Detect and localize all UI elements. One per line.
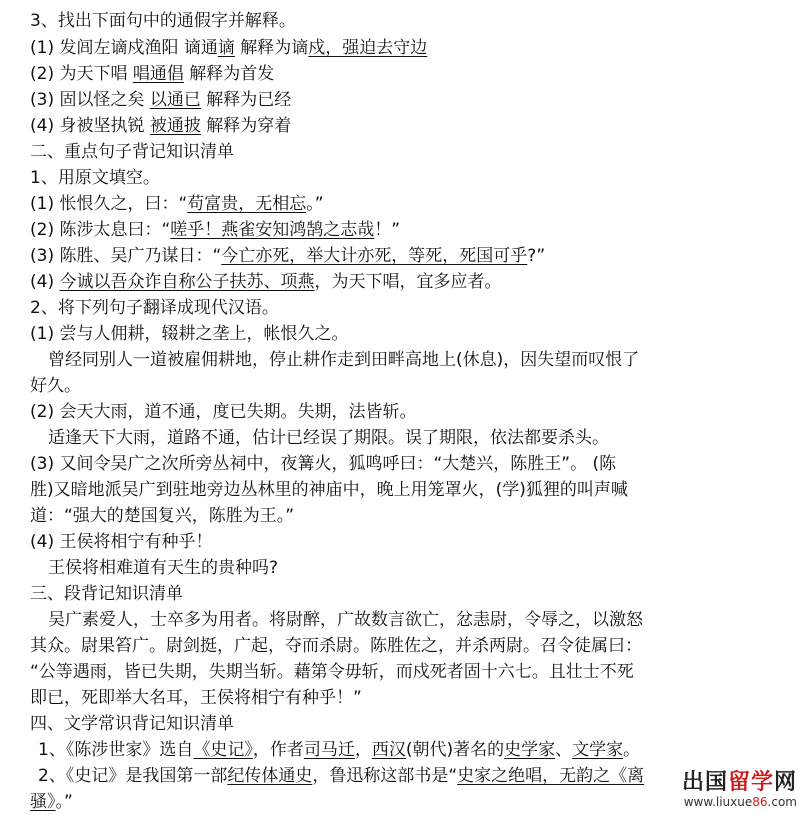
text-segment: (3) 陈胜、吴广乃谋日：“ [30, 246, 222, 266]
text-segment: 四、文学常识背记知识清单 [30, 714, 234, 734]
text-line [30, 139, 234, 165]
text-segment: 、 [555, 740, 573, 760]
watermark-title-b: 留学 [727, 770, 774, 795]
text-line [30, 87, 291, 113]
text-line [38, 763, 644, 789]
text-segment: (朝代)著名的 [405, 740, 505, 760]
text-segment: 3、找出下面句中的通假字并解释。 [30, 11, 296, 31]
text-segment: 二、重点句子背记知识清单 [30, 142, 234, 162]
underlined-answer: 纪传体通史 [227, 766, 313, 786]
underlined-answer: 史家之绝唱，无韵之《离 [457, 766, 645, 786]
text-line [30, 711, 234, 737]
watermark-url-b: 86 [752, 795, 768, 809]
underlined-answer: 文学家 [572, 740, 624, 760]
underlined-answer: 《史记》 [193, 740, 253, 760]
underlined-answer: 被通披 [149, 116, 201, 136]
text-line [48, 347, 639, 373]
text-segment: 其众。尉果笞广。尉剑挺，广起，夺而杀尉。陈胜佐之，并杀两尉。召令徒属曰： [30, 636, 642, 656]
text-segment: (1) 怅恨久之，曰：“ [30, 194, 188, 214]
text-line [48, 425, 609, 451]
text-line [30, 35, 427, 61]
text-segment: (3) 固以怪之矣 [30, 90, 150, 110]
text-segment: 曾经同别人一道被雇佣耕地，停止耕作走到田畔高地上(休息)，因失望而叹恨了 [48, 350, 640, 370]
text-segment: 。 [623, 740, 641, 760]
text-segment: (3) 又间令吴广之次所旁丛祠中，夜篝火，狐鸣呼曰：“大楚兴，陈胜王”。 (陈 [30, 454, 617, 474]
underlined-answer: 以通已 [149, 90, 201, 110]
text-line [30, 451, 616, 477]
watermark-url-c: .com [767, 795, 797, 809]
text-segment: (4) [30, 272, 60, 292]
text-line [38, 737, 640, 763]
text-line [30, 243, 545, 269]
text-segment: 2、《史记》是我国第一部 [38, 766, 228, 786]
text-segment: 解释为谪 [234, 38, 309, 58]
text-segment: 。” [55, 792, 73, 812]
text-segment: (1) 尝与人佣耕，辍耕之垄上，帐恨久之。 [30, 324, 349, 344]
text-segment: “公等遇雨，皆已失期，失期当斩。藉第令毋斩，而戍死者固十六七。且壮士不死 [30, 662, 634, 682]
text-line [48, 607, 643, 633]
text-segment: 吴广素爱人，士卒多为用者。将尉醉，广故数言欲亡，忿恚尉，令辱之，以激怒 [48, 610, 643, 630]
watermark-title [682, 771, 797, 795]
text-segment: ?” [527, 246, 546, 266]
text-segment: 解释为穿着 [200, 116, 292, 136]
text-segment: 。” [306, 194, 324, 214]
text-segment: 道：“强大的楚国复兴，陈胜为王。” [30, 506, 295, 526]
text-segment: ， [354, 740, 372, 760]
text-segment: 解释为首发 [183, 64, 275, 84]
text-line [30, 685, 362, 711]
text-segment: 1、用原文填空。 [30, 168, 160, 188]
text-segment: ，为天下唱，宜多应者。 [314, 272, 502, 292]
text-segment: 王侯将相难道有天生的贵种吗? [48, 558, 279, 578]
underlined-answer: 唱通倡 [132, 64, 184, 84]
text-segment: (2) 陈涉太息曰：“ [30, 220, 171, 240]
text-line [30, 659, 634, 685]
text-segment: (4) 王侯将相宁有种乎！ [30, 532, 213, 552]
text-line [30, 269, 501, 295]
text-line [30, 191, 324, 217]
text-segment: ，鲁迅称这部书是“ [312, 766, 458, 786]
watermark-url [682, 795, 797, 809]
underlined-answer: 骚》 [30, 792, 56, 812]
text-segment: (2) 为天下唱 [30, 64, 133, 84]
underlined-answer: 史学家 [504, 740, 556, 760]
text-line [30, 581, 183, 607]
text-line [30, 165, 160, 191]
text-line [30, 789, 73, 815]
text-segment: 好久。 [30, 376, 81, 396]
text-line [30, 61, 274, 87]
underlined-answer: 谪 [217, 38, 235, 58]
text-segment: ，作者 [252, 740, 304, 760]
text-segment: 适逢天下大雨，道路不通，估计已经误了期限。误了期限，依法都要杀头。 [48, 428, 609, 448]
underlined-answer: 嗟乎！燕雀安知鸿鹄之志哉 [170, 220, 375, 240]
text-segment: (2) 会天大雨，道不通，度已失期。失期，法皆斩。 [30, 402, 417, 422]
text-line [30, 399, 416, 425]
text-line [30, 477, 628, 503]
text-line [30, 113, 291, 139]
text-line [30, 529, 212, 555]
text-segment: 三、段背记知识清单 [30, 584, 183, 604]
text-segment: (1) 发闾左谪戍渔阳 谪通 [30, 38, 218, 58]
watermark-url-a: www.liuxue [683, 795, 753, 809]
text-line [30, 503, 294, 529]
underlined-answer: 司马迁 [303, 740, 355, 760]
text-line [30, 373, 81, 399]
text-line [48, 555, 278, 581]
text-line [30, 8, 296, 34]
text-segment: 解释为已经 [200, 90, 292, 110]
text-segment: 胜)又暗地派吴广到驻地旁边丛林里的神庙中，晚上用笼罩火，(学)狐狸的叫声喊 [30, 480, 628, 500]
text-line [30, 321, 348, 347]
underlined-answer: 西汉 [371, 740, 406, 760]
watermark-title-a: 出国 [681, 770, 728, 795]
text-line [30, 295, 279, 321]
text-line [30, 217, 400, 243]
underlined-answer: 今亡亦死，举大计亦死，等死，死国可乎 [221, 246, 528, 266]
watermark-title-c: 网 [773, 770, 797, 795]
site-watermark [682, 771, 797, 809]
text-line [30, 633, 642, 659]
underlined-answer: 苟富贵，无相忘 [187, 194, 307, 214]
text-segment: 2、将下列句子翻译成现代汉语。 [30, 298, 279, 318]
underlined-answer: 戍，强迫去守边 [308, 38, 428, 58]
underlined-answer: 今诚以吾众诈自称公子扶苏、项燕 [59, 272, 315, 292]
text-segment: 1、《陈涉世家》选自 [38, 740, 194, 760]
text-segment: ！” [374, 220, 401, 240]
text-segment: (4) 身被坚执锐 [30, 116, 150, 136]
text-segment: 即已，死即举大名耳，王侯将相宁有种乎！” [30, 688, 362, 708]
